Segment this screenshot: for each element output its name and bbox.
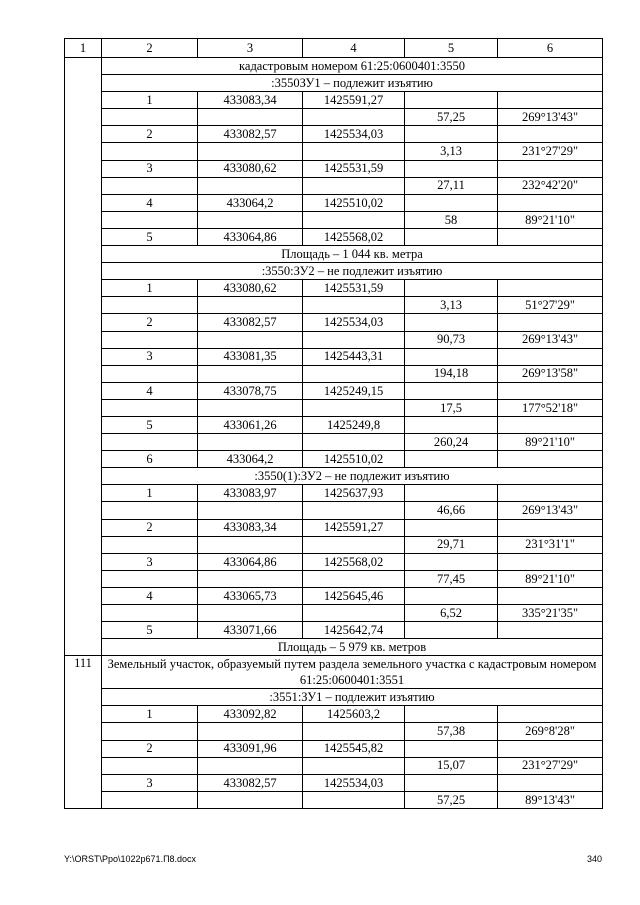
y-coordinate-cell: 1425568,02 (303, 228, 405, 245)
point-number-cell: 3 (102, 160, 198, 177)
empty-cell (405, 553, 498, 570)
x-coordinate-cell: 433064,86 (198, 228, 303, 245)
empty-cell (498, 553, 603, 570)
point-number-cell: 1 (102, 92, 198, 109)
section-heading-cell: Площадь – 5 979 кв. метров (102, 639, 603, 656)
empty-cell (102, 365, 198, 382)
segment-length-cell: 90,73 (405, 331, 498, 348)
empty-cell (102, 502, 198, 519)
point-number-cell: 1 (102, 280, 198, 297)
table-row (65, 280, 603, 297)
x-coordinate-cell: 433083,34 (198, 92, 303, 109)
empty-cell (198, 331, 303, 348)
table-row (65, 365, 603, 382)
empty-cell (498, 519, 603, 536)
empty-cell (303, 434, 405, 451)
empty-cell (405, 740, 498, 757)
empty-cell (303, 143, 405, 160)
table-row (65, 228, 603, 245)
table-row (65, 622, 603, 639)
empty-cell (405, 485, 498, 502)
point-number-cell: 4 (102, 194, 198, 211)
empty-cell (498, 126, 603, 143)
empty-cell (303, 177, 405, 194)
point-number-cell: 4 (102, 382, 198, 399)
point-number-cell: 2 (102, 314, 198, 331)
direction-angle-cell: 269°13'43" (498, 109, 603, 126)
empty-cell (198, 109, 303, 126)
x-coordinate-cell: 433064,86 (198, 553, 303, 570)
empty-cell (303, 791, 405, 808)
segment-length-cell: 29,71 (405, 536, 498, 553)
empty-cell (198, 365, 303, 382)
table-row (65, 502, 603, 519)
table-row (65, 297, 603, 314)
x-coordinate-cell: 433061,26 (198, 416, 303, 433)
x-coordinate-cell: 433083,97 (198, 485, 303, 502)
column-header-1: 1 (65, 39, 102, 58)
empty-cell (498, 382, 603, 399)
empty-cell (198, 502, 303, 519)
empty-cell (303, 297, 405, 314)
point-number-cell: 5 (102, 622, 198, 639)
empty-cell (405, 348, 498, 365)
point-number-cell: 2 (102, 126, 198, 143)
empty-cell (405, 314, 498, 331)
empty-cell (405, 228, 498, 245)
direction-angle-cell: 231°27'29" (498, 757, 603, 774)
table-row (65, 774, 603, 791)
empty-cell (198, 605, 303, 622)
section-heading-cell: :3551:ЗУ1 – подлежит изъятию (102, 689, 603, 706)
empty-cell (303, 723, 405, 740)
empty-cell (198, 177, 303, 194)
y-coordinate-cell: 1425510,02 (303, 194, 405, 211)
y-coordinate-cell: 1425249,15 (303, 382, 405, 399)
direction-angle-cell: 89°21'10" (498, 434, 603, 451)
x-coordinate-cell: 433080,62 (198, 280, 303, 297)
direction-angle-cell: 51°27'29" (498, 297, 603, 314)
empty-cell (405, 92, 498, 109)
empty-cell (303, 331, 405, 348)
empty-cell (198, 757, 303, 774)
x-coordinate-cell: 433082,57 (198, 126, 303, 143)
table-row (65, 791, 603, 808)
empty-cell (102, 399, 198, 416)
point-number-cell: 3 (102, 553, 198, 570)
empty-cell (303, 399, 405, 416)
table-row (65, 331, 603, 348)
segment-length-cell: 57,38 (405, 723, 498, 740)
empty-cell (498, 416, 603, 433)
object-number-cell (65, 58, 102, 656)
empty-cell (405, 194, 498, 211)
y-coordinate-cell: 1425568,02 (303, 553, 405, 570)
table-row (65, 434, 603, 451)
table-row (65, 314, 603, 331)
table-row (65, 92, 603, 109)
column-header-6: 6 (498, 39, 603, 58)
empty-cell (498, 348, 603, 365)
point-number-cell: 1 (102, 706, 198, 723)
column-header-5: 5 (405, 39, 498, 58)
empty-cell (405, 160, 498, 177)
empty-cell (498, 314, 603, 331)
table-row (65, 348, 603, 365)
direction-angle-cell: 231°31'1" (498, 536, 603, 553)
empty-cell (498, 740, 603, 757)
footer-page-number: 340 (586, 854, 602, 864)
empty-cell (198, 399, 303, 416)
direction-angle-cell: 232°42'20" (498, 177, 603, 194)
section-heading-cell: Земельный участок, образуемый путем раздела земельного участка с кадастровым номером 61:25:0600401:3551 (102, 656, 603, 689)
x-coordinate-cell: 433078,75 (198, 382, 303, 399)
empty-cell (198, 434, 303, 451)
empty-cell (498, 485, 603, 502)
empty-cell (498, 622, 603, 639)
y-coordinate-cell: 1425637,93 (303, 485, 405, 502)
empty-cell (102, 536, 198, 553)
section-heading-cell: :3550ЗУ1 – подлежит изъятию (102, 75, 603, 92)
empty-cell (198, 536, 303, 553)
table-header-row (65, 39, 603, 58)
empty-cell (102, 211, 198, 228)
coordinates-table (64, 38, 603, 809)
empty-cell (102, 109, 198, 126)
x-coordinate-cell: 433083,34 (198, 519, 303, 536)
empty-cell (102, 757, 198, 774)
table-row (65, 177, 603, 194)
segment-length-cell: 6,52 (405, 605, 498, 622)
empty-cell (303, 757, 405, 774)
table-row (65, 194, 603, 211)
empty-cell (303, 211, 405, 228)
y-coordinate-cell: 1425534,03 (303, 314, 405, 331)
empty-cell (498, 587, 603, 604)
y-coordinate-cell: 1425534,03 (303, 774, 405, 791)
direction-angle-cell: 231°27'29" (498, 143, 603, 160)
table-row (65, 451, 603, 468)
table-row (65, 263, 603, 280)
table-row (65, 706, 603, 723)
segment-length-cell: 17,5 (405, 399, 498, 416)
empty-cell (198, 143, 303, 160)
table-row (65, 75, 603, 92)
segment-length-cell: 194,18 (405, 365, 498, 382)
table-row (65, 639, 603, 656)
empty-cell (405, 587, 498, 604)
empty-cell (498, 774, 603, 791)
table-row (65, 468, 603, 485)
section-heading-cell: Площадь – 1 044 кв. метра (102, 246, 603, 263)
empty-cell (405, 280, 498, 297)
direction-angle-cell: 269°13'43" (498, 331, 603, 348)
x-coordinate-cell: 433080,62 (198, 160, 303, 177)
empty-cell (405, 451, 498, 468)
point-number-cell: 3 (102, 348, 198, 365)
section-heading-cell: :3550(1):ЗУ2 – не подлежит изъятию (102, 468, 603, 485)
x-coordinate-cell: 433081,35 (198, 348, 303, 365)
x-coordinate-cell: 433082,57 (198, 774, 303, 791)
table-row (65, 211, 603, 228)
y-coordinate-cell: 1425531,59 (303, 280, 405, 297)
footer-file-path: Y:\ORST\Ppo\1022p671.П8.docx (64, 854, 197, 864)
empty-cell (498, 706, 603, 723)
table-row (65, 519, 603, 536)
table-row (65, 587, 603, 604)
segment-length-cell: 57,25 (405, 791, 498, 808)
empty-cell (405, 382, 498, 399)
segment-length-cell: 77,45 (405, 570, 498, 587)
column-header-2: 2 (102, 39, 198, 58)
empty-cell (102, 723, 198, 740)
x-coordinate-cell: 433064,2 (198, 194, 303, 211)
section-heading-cell: :3550:ЗУ2 – не подлежит изъятию (102, 263, 603, 280)
empty-cell (303, 536, 405, 553)
column-header-4: 4 (303, 39, 405, 58)
empty-cell (303, 570, 405, 587)
y-coordinate-cell: 1425645,46 (303, 587, 405, 604)
x-coordinate-cell: 433091,96 (198, 740, 303, 757)
table-row (65, 723, 603, 740)
segment-length-cell: 46,66 (405, 502, 498, 519)
y-coordinate-cell: 1425534,03 (303, 126, 405, 143)
direction-angle-cell: 89°21'10" (498, 570, 603, 587)
empty-cell (102, 605, 198, 622)
empty-cell (303, 365, 405, 382)
section-heading-cell: кадастровым номером 61:25:0600401:3550 (102, 58, 603, 75)
x-coordinate-cell: 433092,82 (198, 706, 303, 723)
empty-cell (198, 723, 303, 740)
table-row (65, 126, 603, 143)
empty-cell (498, 451, 603, 468)
empty-cell (102, 570, 198, 587)
point-number-cell: 5 (102, 228, 198, 245)
empty-cell (498, 92, 603, 109)
table-row (65, 689, 603, 706)
empty-cell (498, 160, 603, 177)
direction-angle-cell: 89°13'43" (498, 791, 603, 808)
empty-cell (405, 126, 498, 143)
table-row (65, 553, 603, 570)
table-row (65, 536, 603, 553)
y-coordinate-cell: 1425545,82 (303, 740, 405, 757)
table-row (65, 740, 603, 757)
empty-cell (498, 194, 603, 211)
table-row (65, 416, 603, 433)
segment-length-cell: 3,13 (405, 297, 498, 314)
point-number-cell: 6 (102, 451, 198, 468)
empty-cell (102, 297, 198, 314)
empty-cell (102, 434, 198, 451)
empty-cell (405, 706, 498, 723)
empty-cell (498, 280, 603, 297)
table-row (65, 570, 603, 587)
direction-angle-cell: 269°13'58" (498, 365, 603, 382)
point-number-cell: 2 (102, 519, 198, 536)
y-coordinate-cell: 1425249,8 (303, 416, 405, 433)
empty-cell (198, 570, 303, 587)
segment-length-cell: 3,13 (405, 143, 498, 160)
empty-cell (198, 297, 303, 314)
direction-angle-cell: 177°52'18" (498, 399, 603, 416)
empty-cell (102, 791, 198, 808)
y-coordinate-cell: 1425443,31 (303, 348, 405, 365)
segment-length-cell: 15,07 (405, 757, 498, 774)
empty-cell (198, 211, 303, 228)
direction-angle-cell: 89°21'10" (498, 211, 603, 228)
empty-cell (405, 622, 498, 639)
segment-length-cell: 27,11 (405, 177, 498, 194)
segment-length-cell: 58 (405, 211, 498, 228)
x-coordinate-cell: 433071,66 (198, 622, 303, 639)
y-coordinate-cell: 1425591,27 (303, 92, 405, 109)
table-row (65, 399, 603, 416)
point-number-cell: 3 (102, 774, 198, 791)
y-coordinate-cell: 1425603,2 (303, 706, 405, 723)
point-number-cell: 4 (102, 587, 198, 604)
table-row (65, 382, 603, 399)
table-row (65, 656, 603, 689)
y-coordinate-cell: 1425510,02 (303, 451, 405, 468)
y-coordinate-cell: 1425591,27 (303, 519, 405, 536)
direction-angle-cell: 269°8'28" (498, 723, 603, 740)
segment-length-cell: 260,24 (405, 434, 498, 451)
table-row (65, 58, 603, 75)
table-row (65, 605, 603, 622)
empty-cell (303, 109, 405, 126)
point-number-cell: 2 (102, 740, 198, 757)
empty-cell (198, 791, 303, 808)
x-coordinate-cell: 433065,73 (198, 587, 303, 604)
empty-cell (303, 502, 405, 519)
direction-angle-cell: 335°21'35" (498, 605, 603, 622)
empty-cell (102, 331, 198, 348)
direction-angle-cell: 269°13'43" (498, 502, 603, 519)
table-row (65, 160, 603, 177)
empty-cell (405, 416, 498, 433)
point-number-cell: 1 (102, 485, 198, 502)
y-coordinate-cell: 1425642,74 (303, 622, 405, 639)
x-coordinate-cell: 433082,57 (198, 314, 303, 331)
x-coordinate-cell: 433064,2 (198, 451, 303, 468)
table-row (65, 143, 603, 160)
column-header-3: 3 (198, 39, 303, 58)
point-number-cell: 5 (102, 416, 198, 433)
empty-cell (102, 143, 198, 160)
segment-length-cell: 57,25 (405, 109, 498, 126)
empty-cell (405, 519, 498, 536)
table-row (65, 109, 603, 126)
empty-cell (405, 774, 498, 791)
table-row (65, 246, 603, 263)
y-coordinate-cell: 1425531,59 (303, 160, 405, 177)
object-number-cell: 111 (65, 656, 102, 809)
table-row (65, 757, 603, 774)
empty-cell (498, 228, 603, 245)
table-row (65, 485, 603, 502)
empty-cell (102, 177, 198, 194)
empty-cell (303, 605, 405, 622)
